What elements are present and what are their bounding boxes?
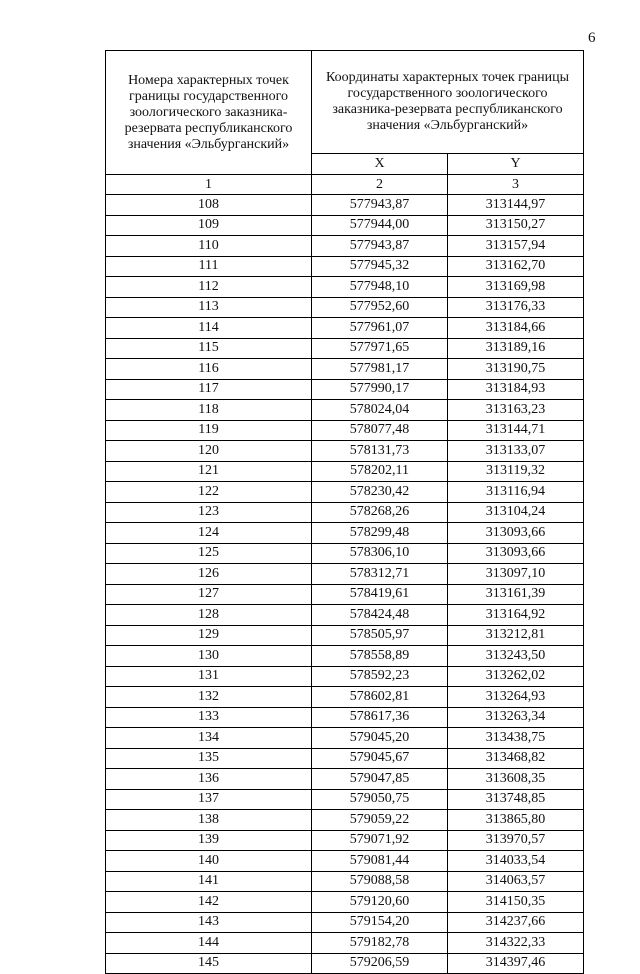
x-coordinate-cell: 577944,00 [312,215,448,236]
x-coordinate-cell: 579154,20 [312,912,448,933]
y-coordinate-cell: 313150,27 [448,215,584,236]
y-coordinate-cell: 313264,93 [448,687,584,708]
x-coordinate-cell: 578558,89 [312,646,448,667]
x-coordinate-cell: 577990,17 [312,379,448,400]
x-coordinate-cell: 578230,42 [312,482,448,503]
table-row [106,523,584,544]
y-coordinate-cell: 314237,66 [448,912,584,933]
table-row [106,564,584,585]
x-coordinate-cell: 578505,97 [312,625,448,646]
table-row [106,420,584,441]
x-coordinate-cell: 579045,20 [312,728,448,749]
y-coordinate-cell: 313093,66 [448,523,584,544]
page-number: 6 [588,30,596,46]
y-coordinate-cell: 313144,71 [448,420,584,441]
y-coordinate-cell: 313190,75 [448,359,584,380]
y-coordinate-cell: 313116,94 [448,482,584,503]
x-coordinate-cell: 579050,75 [312,789,448,810]
x-coordinate-cell: 579045,67 [312,748,448,769]
table-row [106,338,584,359]
point-number-cell: 140 [106,851,312,872]
table-row [106,318,584,339]
y-coordinate-cell: 313163,23 [448,400,584,421]
table-row [106,912,584,933]
y-coordinate-cell: 314150,35 [448,892,584,913]
x-coordinate-cell: 579059,22 [312,810,448,831]
x-coordinate-cell: 578299,48 [312,523,448,544]
y-coordinate-cell: 313119,32 [448,461,584,482]
table-row [106,584,584,605]
y-coordinate-cell: 313162,70 [448,256,584,277]
y-coordinate-cell: 314397,46 [448,953,584,974]
table-row [106,666,584,687]
point-number-cell: 143 [106,912,312,933]
x-coordinate-cell: 577943,87 [312,236,448,257]
x-coordinate-cell: 577943,87 [312,195,448,216]
point-number-cell: 135 [106,748,312,769]
point-number-cell: 131 [106,666,312,687]
y-coordinate-cell: 313263,34 [448,707,584,728]
column-index-1: 1 [106,175,312,195]
y-coordinate-cell: 313970,57 [448,830,584,851]
table-row [106,195,584,216]
x-coordinate-cell: 578202,11 [312,461,448,482]
table-row [106,728,584,749]
table-row [106,871,584,892]
table-row [106,461,584,482]
point-number-cell: 129 [106,625,312,646]
x-coordinate-cell: 578419,61 [312,584,448,605]
y-coordinate-cell: 313468,82 [448,748,584,769]
point-number-cell: 138 [106,810,312,831]
y-coordinate-cell: 313144,97 [448,195,584,216]
y-coordinate-cell: 313189,16 [448,338,584,359]
x-column-header: X [312,154,448,175]
x-coordinate-cell: 577961,07 [312,318,448,339]
y-coordinate-cell: 313184,93 [448,379,584,400]
x-coordinate-cell: 577981,17 [312,359,448,380]
table-row [106,769,584,790]
x-coordinate-cell: 577948,10 [312,277,448,298]
x-coordinate-cell: 577971,65 [312,338,448,359]
table-row [106,400,584,421]
x-coordinate-cell: 578592,23 [312,666,448,687]
table-body [106,195,584,974]
table-row [106,277,584,298]
point-number-cell: 130 [106,646,312,667]
point-number-header: Номера характерных точек границы государственного зоологического заказника-резервата республиканского значения «Эльбурганский» [106,51,312,175]
y-coordinate-cell: 313097,10 [448,564,584,585]
point-number-cell: 117 [106,379,312,400]
point-number-cell: 122 [106,482,312,503]
y-coordinate-cell: 314322,33 [448,933,584,954]
coordinates-header: Координаты характерных точек границы государственного зоологического заказника-резервата республиканского значения «Эльбурганский» [312,51,584,154]
column-index-3: 3 [448,175,584,195]
point-number-cell: 139 [106,830,312,851]
y-coordinate-cell: 313161,39 [448,584,584,605]
point-number-cell: 118 [106,400,312,421]
y-coordinate-cell: 313212,81 [448,625,584,646]
x-coordinate-cell: 578268,26 [312,502,448,523]
point-number-cell: 120 [106,441,312,462]
y-coordinate-cell: 313608,35 [448,769,584,790]
point-number-cell: 110 [106,236,312,257]
table-row [106,605,584,626]
point-number-cell: 114 [106,318,312,339]
point-number-cell: 123 [106,502,312,523]
y-coordinate-cell: 313093,66 [448,543,584,564]
point-number-cell: 124 [106,523,312,544]
y-coordinate-cell: 313184,66 [448,318,584,339]
point-number-cell: 134 [106,728,312,749]
table-row [106,502,584,523]
point-number-cell: 113 [106,297,312,318]
x-coordinate-cell: 579047,85 [312,769,448,790]
table-row [106,789,584,810]
y-column-header: Y [448,154,584,175]
x-coordinate-cell: 578602,81 [312,687,448,708]
point-number-cell: 125 [106,543,312,564]
table-row [106,707,584,728]
point-number-cell: 136 [106,769,312,790]
table-row [106,543,584,564]
point-number-cell: 111 [106,256,312,277]
table-row [106,359,584,380]
y-coordinate-cell: 313133,07 [448,441,584,462]
point-number-cell: 109 [106,215,312,236]
point-number-cell: 108 [106,195,312,216]
y-coordinate-cell: 313748,85 [448,789,584,810]
y-coordinate-cell: 313262,02 [448,666,584,687]
table-row [106,379,584,400]
x-coordinate-cell: 578306,10 [312,543,448,564]
x-coordinate-cell: 578617,36 [312,707,448,728]
x-coordinate-cell: 579088,58 [312,871,448,892]
y-coordinate-cell: 314063,57 [448,871,584,892]
point-number-cell: 133 [106,707,312,728]
x-coordinate-cell: 579071,92 [312,830,448,851]
table-row [106,625,584,646]
point-number-cell: 121 [106,461,312,482]
y-coordinate-cell: 313176,33 [448,297,584,318]
point-number-cell: 115 [106,338,312,359]
x-coordinate-cell: 579081,44 [312,851,448,872]
y-coordinate-cell: 313104,24 [448,502,584,523]
x-coordinate-cell: 578024,04 [312,400,448,421]
column-index-2: 2 [312,175,448,195]
table-row [106,256,584,277]
point-number-cell: 141 [106,871,312,892]
y-coordinate-cell: 313865,80 [448,810,584,831]
x-coordinate-cell: 578077,48 [312,420,448,441]
x-coordinate-cell: 579182,78 [312,933,448,954]
y-coordinate-cell: 313438,75 [448,728,584,749]
y-coordinate-cell: 314033,54 [448,851,584,872]
coordinates-table [105,50,584,974]
x-coordinate-cell: 579120,60 [312,892,448,913]
table-row [106,297,584,318]
point-number-cell: 126 [106,564,312,585]
x-coordinate-cell: 578424,48 [312,605,448,626]
table-row [106,892,584,913]
point-number-cell: 132 [106,687,312,708]
table-row [106,830,584,851]
point-number-cell: 116 [106,359,312,380]
point-number-cell: 145 [106,953,312,974]
table-row [106,933,584,954]
table-row [106,482,584,503]
y-coordinate-cell: 313164,92 [448,605,584,626]
point-number-cell: 144 [106,933,312,954]
table-row [106,748,584,769]
table-row [106,236,584,257]
table-row [106,215,584,236]
x-coordinate-cell: 579206,59 [312,953,448,974]
point-number-cell: 137 [106,789,312,810]
point-number-cell: 112 [106,277,312,298]
table-row [106,810,584,831]
table-row [106,851,584,872]
point-number-cell: 128 [106,605,312,626]
y-coordinate-cell: 313243,50 [448,646,584,667]
x-coordinate-cell: 577945,32 [312,256,448,277]
point-number-cell: 142 [106,892,312,913]
x-coordinate-cell: 578312,71 [312,564,448,585]
y-coordinate-cell: 313169,98 [448,277,584,298]
point-number-cell: 127 [106,584,312,605]
table-row [106,687,584,708]
table-row [106,441,584,462]
x-coordinate-cell: 578131,73 [312,441,448,462]
y-coordinate-cell: 313157,94 [448,236,584,257]
table-row [106,646,584,667]
x-coordinate-cell: 577952,60 [312,297,448,318]
point-number-cell: 119 [106,420,312,441]
table-row [106,953,584,974]
